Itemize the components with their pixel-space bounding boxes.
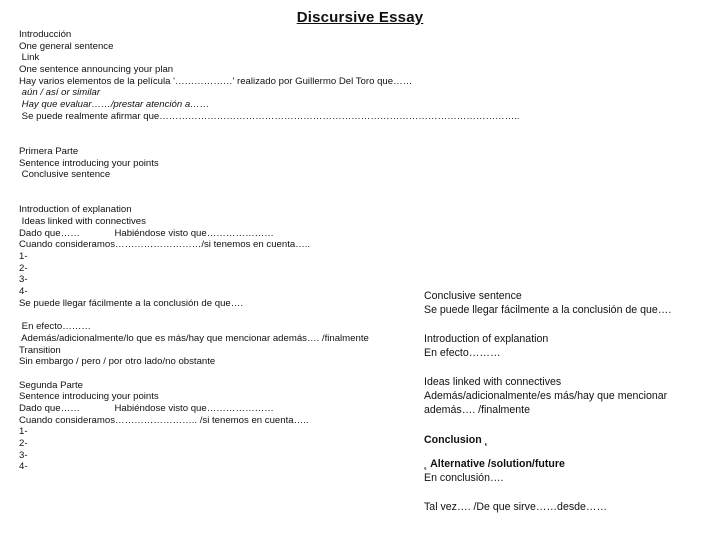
segunda-line: 3- <box>19 449 28 461</box>
final-text: Tal vez…. /De que sirve……desde…… <box>424 501 608 513</box>
ideas-title: Ideas linked with connectives <box>424 376 562 388</box>
segunda-heading: Segunda Parte <box>19 379 84 391</box>
intro-heading: Introducción <box>19 29 72 40</box>
intro-explanation-block <box>424 332 714 360</box>
segunda-line: 1- <box>19 426 28 438</box>
explanation-line: Cuando consideramos………………………/si tenemos en cuenta….. <box>19 239 311 251</box>
efecto-line: En efecto……… <box>19 321 91 333</box>
final-block <box>424 500 714 514</box>
conclusion-block <box>424 433 714 447</box>
intro-explanation-title: Introduction of explanation <box>424 333 549 345</box>
bullet-icon: ˛ <box>424 458 428 470</box>
intro-line: aún / así or similar <box>19 87 101 99</box>
primera-line: Sentence introducing your points <box>19 157 159 169</box>
explanation-line: Dado que…… Habiéndose visto que………………… <box>19 227 274 239</box>
alternative-block <box>424 457 714 485</box>
segunda-line: 4- <box>19 461 28 473</box>
explanation-line: Ideas linked with connectives <box>19 216 146 227</box>
ideas-text: además…. /finalmente <box>424 404 530 416</box>
intro-line: Link <box>19 52 40 64</box>
alternative-title: ˛ Alternative /solution/future <box>424 458 565 470</box>
conclusive-text: Se puede llegar fácilmente a la conclusión de que…. <box>424 304 672 316</box>
segunda-line: 2- <box>19 438 28 450</box>
bullet-icon: ˛ <box>481 434 489 446</box>
intro-line: One general sentence <box>19 40 114 52</box>
explanation-line: Introduction of explanation <box>19 204 132 216</box>
primera-line: Conclusive sentence <box>19 169 111 181</box>
intro-line: Se puede realmente afirmar que………………………………………………………………………………………………….. <box>19 110 520 122</box>
conclusive-block <box>424 289 714 317</box>
segunda-line: Dado que…… Habiéndose visto que………………… <box>19 403 274 414</box>
intro-line: Hay varios elementos de la película '………………' realizado por Guillermo Del Toro que…… <box>19 75 413 87</box>
explanation-line: Se puede llegar fácilmente a la conclusión de que…. <box>19 297 243 309</box>
conclusive-title: Conclusive sentence <box>424 290 522 302</box>
efecto-line: Además/adicionalmente/lo que es más/hay que mencionar además…. /finalmente <box>19 332 369 344</box>
page-title: Discursive Essay <box>296 9 424 26</box>
alternative-text: En conclusión…. <box>424 472 504 484</box>
intro-explanation-text: En efecto……… <box>424 347 501 359</box>
intro-line: One sentence announcing your plan <box>19 64 174 76</box>
explanation-line: 1- <box>19 251 28 263</box>
ideas-text: Además/adicionalmente/es más/hay que mencionar <box>424 390 668 402</box>
explanation-line: 4- <box>19 286 28 298</box>
explanation-line: 2- <box>19 262 28 274</box>
conclusion-title: Conclusion ˛ <box>424 434 489 446</box>
efecto-line: Transition <box>19 344 61 356</box>
segunda-line: Cuando consideramos…………………….. /si tenemos en cuenta….. <box>19 414 309 426</box>
ideas-block <box>424 375 714 417</box>
explanation-line: 3- <box>19 274 28 286</box>
efecto-line: Sin embargo / pero / por otro lado/no obstante <box>19 356 216 368</box>
primera-heading: Primera Parte <box>19 145 79 157</box>
segunda-line: Sentence introducing your points <box>19 391 159 403</box>
intro-line: Hay que evaluar……/prestar atención a…… <box>19 99 210 111</box>
